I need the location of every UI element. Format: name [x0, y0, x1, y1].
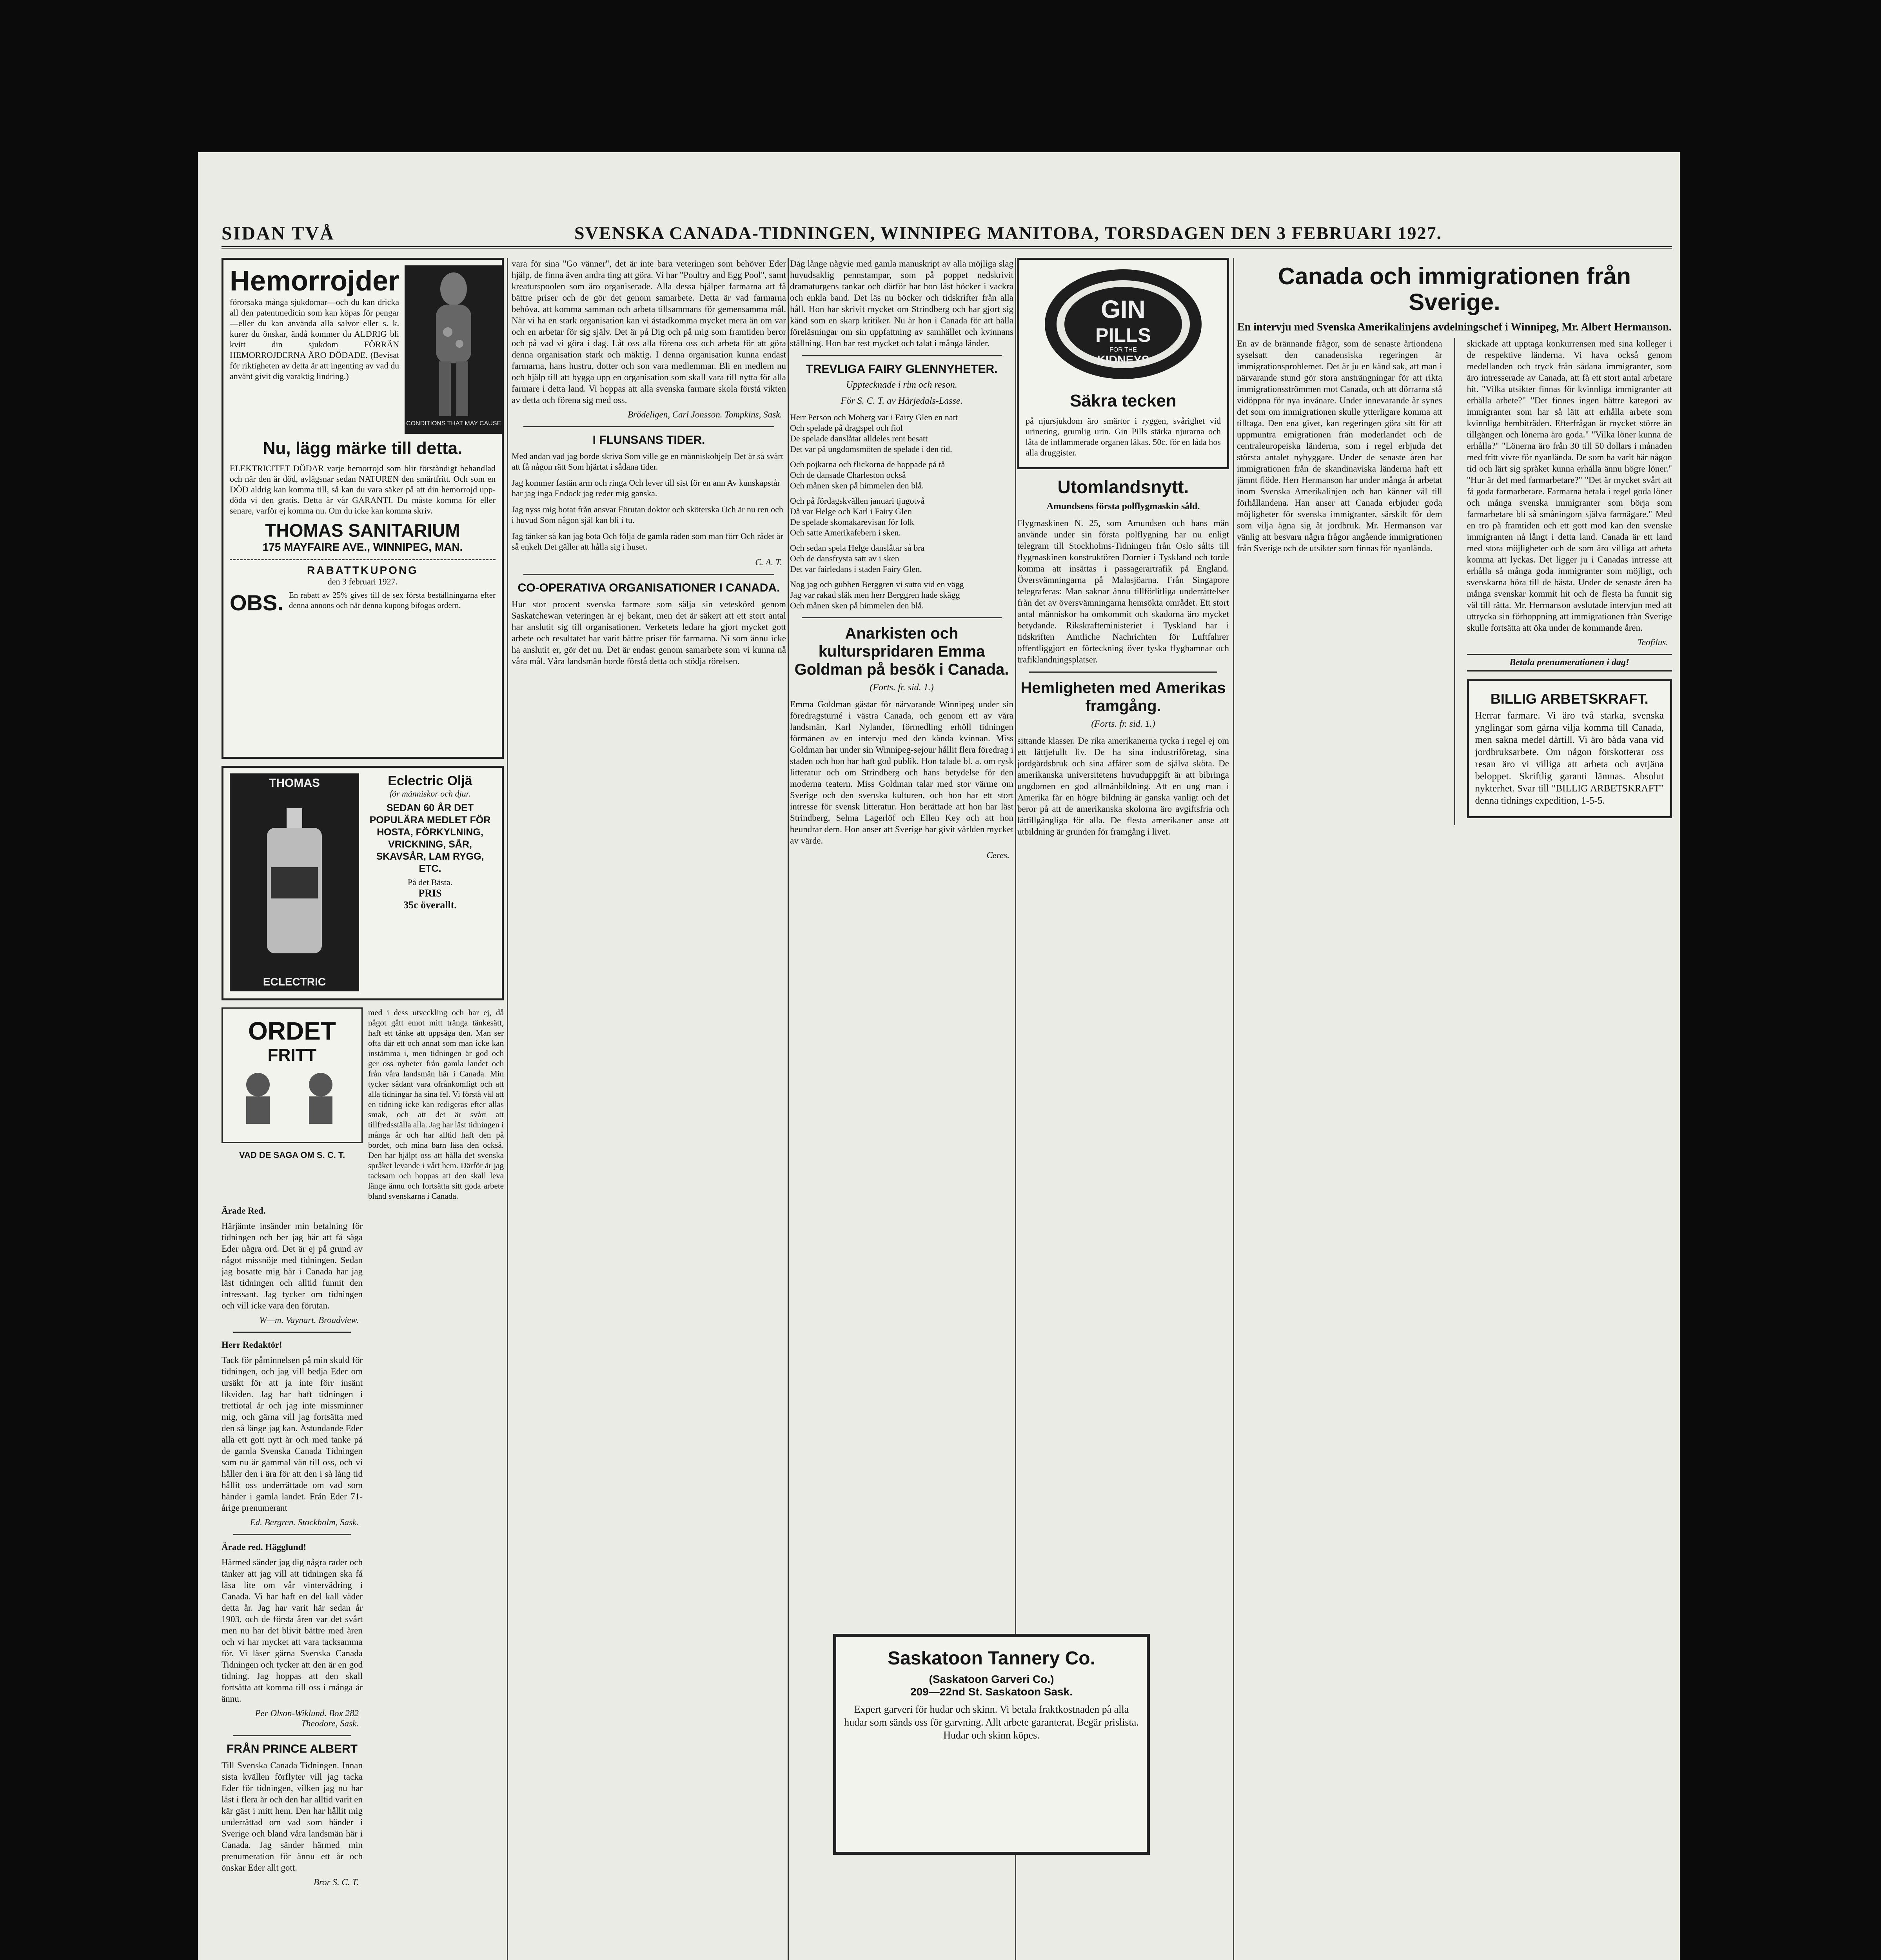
company-name: THOMAS SANITARIUM	[265, 520, 460, 541]
coupon-text: En rabatt av 25% gives till de sex första beställningarna efter denna annons och när denna kupong bifogas ordern.	[289, 590, 496, 610]
tannery-address: 209—22nd St. Saskatoon Sask.	[910, 1686, 1073, 1698]
newspaper-title: SVENSKA CANADA-TIDNINGEN, WINNIPEG MANITOBA, TORSDAGEN DEN 3 FEBRUARI 1927.	[574, 223, 1442, 243]
coupon-head: RABATTKUPONG	[307, 564, 418, 576]
utomlands-text: Flygmaskinen N. 25, som Amundsen och hans män använde under sin första polflygning har nu enligt telegram till Stockholms-Tidningen från Oslo sålts till flygmaskinen konstruktören Dornier i Tyskland och torde komma att insättas i passagerartrafik på England. Översvämningarna på Malasjöarna. Från Singapore telegraferas: Man saknar ännu tillförlitliga underrättelser från det av översvämningarna hemsökta området. Ett stort antal människor ha omkommit och skadorna äro mycket betydande. Rikskrafteministeriet i Tyskland har i tidskriften Amtliche Nachrichten för Luftfahrer offentliggjort en förteckning över tyska flyghamnar och trafiklandningsplatser.	[1017, 518, 1229, 664]
product-list: SEDAN 60 ÅR DET POPULÄRA MEDLET FÖR HOSTA, FÖRKYLNING, VRICKNING, SÅR, SKAVSÅR, LAM RYGG, ETC.	[369, 802, 491, 874]
billig-arbetskraft-ad	[1467, 679, 1672, 818]
ad-body-2: ELEKTRICITET DÖDAR varje hemorrojd som blir förståndigt behandlad och när den är död, avlägsnar sedan NATUREN den smärtfritt. Och som en DÖD aldrig kan komma till, så kan du vara säker på att din hemorrojd upp-döda vi den gratis. Detta är vår GARANTI. Du måste komma för eller senare, varför ej komma nu. Om du icke kan komma skriv.	[230, 463, 496, 515]
immigration-text-1: En av de brännande frågor, som de senaste årtiondena syselsatt den canadensiska regeringen är immigrationsproblemet. Det är ju en känd sak, att man i närvarande stund gör stora ansträngningar för att rikta immigrationsströmmen mot Canada, och att dörrarna stå vidöppna för nya invånare. Under innevarande år synes det som om immigrationen skulle ytterligare komma att tilltaga. Den ena givet, kan regeringen göra sitt för att uppmuntra emigrationen från moderlandet och de centraleuropeiska länderna, som i regel erbjuda det största antalet nybyggare. Under de senaste åren har immigrationen från de skandinaviska länderna haft ett jämnt flöde. Herr Hermanson har under många år arbetat inom Svenska Amerikalinjen och han känner väl till förhållandena. Han anser att Canada erbjuder goda möjligheter för svenska immigranter, särskilt för dem som vilja ägna sig åt jordbruk. Mr. Hermanson var vänlig att besvara några frågor angående immigrationen från Sverige och de utsikter som finnas för nyanlända.	[1237, 339, 1442, 553]
letter-greeting: Ärade red. Hägglund!	[222, 1542, 307, 1552]
immigration-signature: Teofilus.	[1638, 637, 1668, 647]
fairy-glen-sub: Upptecknade i rim och reson.	[846, 380, 957, 390]
immigration-text-2: skickade att upptaga konkurrensen med sina kolleger i de respektive länderna. Vi hava också genom medellanden och tryck från sådana immigranter, som äro intresserade av Canada, att få ett stort antal arbetare hit. "Vilka utsikter finnas för kvinnliga immigranter att erhålla arbete?" "Det finnes ingen bättre kategori av immigranter som har så lätt att erhålla arbete som kvinnliga hembiträden. Efterfrågan är mycket större än tillgången och lönerna äro goda." "Vilka löner kunna de erhålla?" "Lönerna äro från 30 till 50 dollars i månaden med fritt vivre för nyanlända. De som ha varit här någon tid och lärt sig språket kunna erhålla ännu högre löner." "Hur är det med farmarbetare?" "Det är mycket svårt att få goda farmarbetare. Farmarna betala i regel goda löner och många svenska immigranter som börja som farmarbetare bli så småningom själva farmägare." Med en tro på framtiden och ett gott mod kan den svenske immigranten nå långt i detta land. Canada är ett land med stora möjligheter och de som äro villiga att arbeta komma att lyckas. Det ligger ju i Canadas intresse att erhålla så många goda immigranter som möjligt, och svenskarna höra till de bästa. Under de senaste åren ha många svenskar kommit hit och de flesta ha funnit sig väl till rätta. Mr. Hermanson avslutade intervjun med att uttrycka sin förhoppning att immigrationen från Sverige skulle fortsätta att öka under de kommande åren.	[1467, 339, 1672, 633]
product-for: för människor och djur.	[389, 789, 471, 799]
poem-line: Och månen sken på himmelen den blå.	[790, 481, 924, 490]
ad-headline: Nu, lägg märke till detta.	[263, 439, 463, 458]
fairy-glen-poem	[790, 412, 1013, 611]
poem-line: Herr Person och Moberg var i Fairy Glen en natt	[790, 412, 958, 422]
gin-pills-ad	[1017, 258, 1229, 469]
cartoon-figures-icon	[223, 1065, 356, 1124]
letter-greeting: Ärade Red.	[222, 1206, 266, 1216]
page-label: SIDAN TVÅ	[222, 223, 335, 244]
fairy-glen-title: TREVLIGA FAIRY GLENNYHETER.	[806, 363, 998, 376]
for-the: FOR THE	[1109, 347, 1137, 353]
pills-brand: PILLS	[1095, 324, 1151, 346]
utomlands-title: Utomlandsnytt.	[1057, 477, 1189, 497]
letter-greeting: Herr Redaktör!	[222, 1340, 282, 1350]
coop-title: CO-OPERATIVA ORGANISATIONER I CANADA.	[517, 581, 780, 594]
billig-title: BILLIG ARBETSKRAFT.	[1490, 691, 1649, 707]
newspaper-page	[198, 152, 1680, 1960]
bottle-label: ECLECTRIC	[263, 976, 326, 988]
coop-text: Hur stor procent svenska farmare som sälja sin veteskörd genom Saskatchewan veteringen är ej bekant, men det är säkert att ett stort antal har anslutit sig till organisationen. Verketets ledare ha gjort mycket gott arbete och resultatet har varit bättre priser för farmarna. Ni som ännu icke ha anslutit er, gör det nu. Det är endast genom samarbete som vi kunna nå våra mål. Våra landsmän borde förstå detta och stödja rörelsen.	[512, 599, 786, 666]
price: 35c överallt.	[403, 899, 457, 911]
figure-caption: CONDITIONS THAT MAY CAUSE	[406, 420, 501, 427]
col2-top-text: vara för sina "Go vänner", det är inte bara veteringen som behöver Eder hjälp, de finna även andra ting att göra. Vi har "Poultry and Egg Pool", samt kreaturspoolen som äro organiserade. Alla dessa hjälper farmarna att få bättre priser och de gör det genom samarbete. Detta är vad farmarna behöva, att komma samman och arbeta tillsammans för gemensamma mål. När vi ha en stark organisation kan vi åstadkomma mycket mera än om var och en arbetar för sig själv. Det är på Dig och på mig som framtiden beror och på vad vi göra i dag. Låt oss alla förena oss och arbeta för att göra denna organisation stark och mäktig. I denna organisation kunna endast farmarna, hans hustru, dotter och son vara medlemmar. Bli en medlem nu och hjälp till att bygga upp en organisation som skall vara till nytta för alla farmare i detta land. Vi hoppas att alla svenska farmare skola förstå vikten av detta och förena sig med oss.	[512, 259, 786, 405]
goldman-signature: Ceres.	[986, 850, 1009, 860]
ordet-caption: VAD DE SAGA OM S. C. T.	[239, 1150, 345, 1160]
poem-line: Och på fördagskvällen januari tjugotvå	[790, 496, 925, 506]
ad-body: förorsaka många sjukdomar—och du kan dricka all den patentmedicin som kan köpas för pengar—eller du kan använda alla salvor eller s. k. kurer du önskar, ändå kommer du ALDRIG bli kvitt din sjukdom FÖRRÄN HEMORROJDERNA ÄRO DÖDADE. (Bevisat för riktigheten av detta är att ingenting av vad du använt givit dig varaktig lindring.)	[230, 297, 399, 381]
billig-text: Herrar farmare. Vi äro två starka, svenska ynglingar som gärna vilja komma till Canada, men sakna medel därtill. Vi äro båda vana vid jordbruksarbete. Om någon förskotterar oss resan äro vi villiga att arbeta och avtjäna beloppet. Skriftlig garanti lämnas. Absolut nykterhet. Svar till "BILLIG ARBETSKRAFT" denna tidnings expedition, 1-5-5.	[1475, 710, 1664, 806]
product-name: Eclectric Oljä	[388, 773, 472, 788]
tannery-text: Expert garveri för hudar och skinn. Vi betala fraktkostnaden på alla hudar som sänds oss för garvning. Allt arbete garanterat. Begär prislista. Hudar och skinn köpes.	[844, 1704, 1139, 1741]
utomlands-sub: Amundsens första polflygmaskin såld.	[1046, 501, 1200, 512]
column-rule	[1233, 258, 1234, 1960]
letter-signature: W—m. Vaynart. Broadview.	[259, 1315, 359, 1325]
tannery-title: Saskatoon Tannery Co.	[888, 1648, 1095, 1669]
poem-line: Då var Helge och Karl i Fairy Glen	[790, 506, 912, 516]
col2-top-signature: Brödeligen, Carl Jonsson. Tompkins, Sask.	[628, 410, 782, 419]
hemlighet-text: sittande klasser. De rika amerikanerna tycka i regel ej om ett lättjefullt liv. De ha sina industriföretag, sina jordgårdsbruk och sina affärer som de själva sköta. De amerikanska universitetens huvuduppgift är att bibringa ungdomen en god allmänbildning. Att en ung man i Amerika får en högre bildning är ganska vanligt och det beror på att de amerikanska skolorna äro avgiftsfria och lättillgängliga för alla. De flesta amerikaner anse att utbildning är grunden för framgång i livet.	[1017, 736, 1229, 837]
bottle-icon	[255, 808, 334, 957]
coupon-date: den 3 februari 1927.	[327, 577, 398, 586]
poem-line: Och de dansfrysta satt av i sken	[790, 554, 899, 563]
tannery-sub: (Saskatoon Garveri Co.)	[929, 1673, 1054, 1685]
letter-heading: FRÅN PRINCE ALBERT	[227, 1742, 358, 1755]
col1-side-text: med i dess utveckling och har ej, då något gått emot mitt tränga tänkesätt, haft ett tänke att uppsäga den. Man ser ofta där ett och annat som man icke kan instämma i, men tidningen är god och ger oss nyheter från gamla landet och från våra landsmän här i Canada. Min tycker sådant vara ofrånkomligt och att alla tidningar ha sina fel. Vi förstå väl att en tidning icke kan redigeras efter allas smak, och att det är svårt att tillfredsställa alla. Jag har läst tidningen i många år och har alltid haft den på bordet, och mina barn läsa den också. Den har hjälpt oss att hålla det svenska språket levande i vårt hem. Därför är jag tacksam och hoppas att den skall leva länge ännu och fortsätta sitt goda arbete bland svenskarna i Canada.	[368, 1008, 504, 1201]
letters-section	[222, 1205, 363, 1887]
kidneys: KIDNEYS	[1097, 354, 1149, 367]
letter-signature: Ed. Bergren. Stockholm, Sask.	[250, 1517, 359, 1527]
ad-title: Hemorrojder	[230, 265, 399, 297]
col3-top-text: Dåg långe någvie med gamla manuskript av alla möjliga slag huvudsaklig pennstampar, som på poppet nedskrivit dramaturgens tankar och därför har hon läst böcker i vackra och enkla band. Det läs nu böcker och tidskrifter från alla håll. Hon har skrivit mycket om Strindberg och har gjort sig känd som en skarp kritiker. Nu är hon i Canada för att hålla föreläsningar om sin uppfattning av samhället och kvinnans ställning. Hon har rest mycket och talat i många länder.	[790, 259, 1013, 348]
poem-line: De spelade skomakarevisan för folk	[790, 517, 914, 527]
poem-line: Nog jag och gubben Berggren vi sutto vid en vägg	[790, 579, 964, 589]
ordet-word: ORDET	[248, 1017, 336, 1045]
masthead	[222, 223, 1672, 249]
price-label: PRIS	[418, 887, 442, 899]
column-rule	[788, 258, 789, 1960]
hemlighet-sub: (Forts. fr. sid. 1.)	[1091, 719, 1155, 729]
brand-name: THOMAS	[269, 777, 320, 789]
column-1	[222, 258, 504, 1960]
saskatoon-tannery-ad	[833, 1634, 1150, 1855]
immigration-subtitle: En intervju med Svenska Amerikalinjens avdelningschef i Winnipeg, Mr. Albert Hermanson.	[1237, 321, 1672, 333]
poem-line: Och de dansade Charleston också	[790, 470, 906, 480]
column-rule	[507, 258, 508, 1960]
sold-at: På det Bästa.	[407, 877, 453, 887]
ordet-fritt-cartoon	[222, 1007, 363, 1143]
letter-body: Tack för påminnelsen på min skuld för tidningen, och jag vill bedja Eder om ursäkt för att ja inte förr insänt likviden. Jag har haft tidningen i trettiotal år och jag inte missminner mig, och gärna vill jag fortsätta med den så länge jag kan. Åstundande Eder alla ett gott nytt år och med tanke på de gamla Svenska Canada Tidningen som nu är gammal vän till oss, och vi håller den i ära för att den i så lång tid hållit oss underrättade om vad som händer i gamla landet. Från Eder 71-årige prenumerant	[222, 1355, 363, 1513]
poem-verse: Jag tänker så kan jag bota Och följa de gamla råden som man förr Och rådet är så enkelt Det gäller att hålla sig i huset.	[512, 531, 783, 552]
poem-line: Och sedan spela Helge danslåtar så bra	[790, 543, 925, 553]
oil-bottle-figure	[230, 773, 359, 991]
letter-signature: Per Olson-Wiklund. Box 282 Theodore, Sask.	[255, 1708, 359, 1728]
poem-line: De spelade danslåtar alldeles rent besatt	[790, 434, 928, 443]
column-5	[1237, 258, 1672, 1960]
letter-body: Härjämte insänder min betalning för tidningen och ber jag här att få säga Eder några ord. Det är ej på grund av något missnöje med tidningen. Sedan jag bosatte mig här i Canada har jag läst tidningen och alltid funnit den intressant. Jag tycker om tidningen och vill icke vara den förutan.	[222, 1221, 363, 1310]
goldman-sub: (Forts. fr. sid. 1.)	[870, 682, 934, 693]
goldman-title: Anarkisten och kulturspridaren Emma Goldman på besök i Canada.	[794, 625, 1009, 678]
letter-body: Till Svenska Canada Tidningen. Innan sista kvällen förflyter vill jag tacka Eder för tidningen, vilken jag nu har läst i flera år och den har alltid varit en kär gäst i mitt hem. Den har hållit mig underrättad om vad som händer i Sverige och bland våra landsmän här i Canada. Jag sänder härmed min prenumeration för ännu ett år och önskar Eder allt gott.	[222, 1760, 363, 1873]
poem-line: Det var på ungdomsmöten de spelade i den tid.	[790, 444, 952, 454]
poem-signature: C. A. T.	[755, 557, 782, 567]
poem-verse: Jag kommer fastän arm och ringa Och lever till sist för en ann Av kunskapstår har jag inga Endock jag reder mig ganska.	[512, 478, 781, 498]
letter-signature: Bror S. C. T.	[313, 1877, 359, 1887]
immigration-title: Canada och immigrationen från Sverige.	[1278, 263, 1631, 315]
company-address: 175 MAYFAIRE AVE., WINNIPEG, MAN.	[262, 541, 463, 553]
letter-body: Härmed sänder jag dig några rader och tänker att jag vill att tidningen ska få läsa lite om vår vintervädring i Canada. Vi har haft en del kall väder detta år. Jag har varit här sedan år 1903, och de första åren var det svårt men nu har det blivit bättre med åren och vi har mycket att vara tacksamma för. Vi läser gärna Svenska Canada Tidningen och tycker att den är en god tidning. Jag hoppas att den skall fortsätta att komma till oss i många år ännu.	[222, 1557, 363, 1704]
body-illustration	[405, 265, 503, 418]
goldman-text: Emma Goldman gästar för närvarande Winnipeg under sin föredragsturné i västra Canada, och genom ett av våra landsmän, Karl Nylander, förmedling erhöll tidningen förmånen av en intervju med den kända kvinnan. Miss Goldman har under sin Winnipeg-sejour hållit flera föredrag i staden och hon har haft god publik. Hon talade bl. a. om rysk litteratur och om Strindberg och hans betydelse för den moderna teatern. Miss Goldman talar med stor värme om Sverige och den svenska kulturen, och hon har ett stort intresse för svensk litteratur. Hon berättade att hon har läst Strindberg, Selma Lagerlöf och Ellen Key och att hon beundrar dem. Hon anser att Sverige har givit världen mycket av värde.	[790, 699, 1013, 846]
poem-line: Och spelade på dragspel och fiol	[790, 423, 903, 433]
flunsa-poem	[512, 451, 786, 552]
poem-verse: Med andan vad jag borde skriva Som ville ge en människohjelp Det är så svårt att få någon rätt Som hjärtat i sådana tider.	[512, 451, 783, 472]
poem-line: Och månen sken på himmelen den blå.	[790, 601, 924, 610]
anatomy-figure	[405, 265, 503, 434]
poem-line: Det var fairledans i staden Fairy Glen.	[790, 564, 922, 574]
thomas-oil-ad	[222, 766, 504, 1000]
hemlighet-title: Hemligheten med Amerikas framgång.	[1020, 679, 1226, 715]
fairy-glen-author: För S. C. T. av Härjedals-Lasse.	[841, 396, 963, 406]
fritt-word: FRITT	[267, 1045, 317, 1065]
gin-text: på njursjukdom äro smärtor i ryggen, svårighet vid urinering, grumlig urin. Gin Pills stärka njurarna och låta de inflammerade organen läkas. 50c. för en låda hos alla druggister.	[1026, 416, 1221, 457]
gin-brand: GIN	[1101, 295, 1146, 323]
obs-label: OBS.	[230, 590, 283, 615]
poem-title: I FLUNSANS TIDER.	[592, 434, 705, 446]
poem-line: Och pojkarna och flickorna de hoppade på tå	[790, 459, 945, 469]
poem-line: Och satte Amerikafebern i sken.	[790, 528, 901, 537]
hemorrojder-ad	[222, 258, 504, 759]
poem-line: Jag var rakad släk men herr Berggren hade skägg	[790, 590, 960, 600]
betala-notice: Betala prenumerationen i dag!	[1467, 654, 1672, 671]
column-2	[512, 258, 786, 1960]
gin-headline: Säkra tecken	[1070, 391, 1177, 410]
poem-verse: Jag nyss mig botat från ansvar Förutan doktor och sköterska Och är nu ren och i huvud Som någon själ kan bli i tu.	[512, 505, 783, 525]
